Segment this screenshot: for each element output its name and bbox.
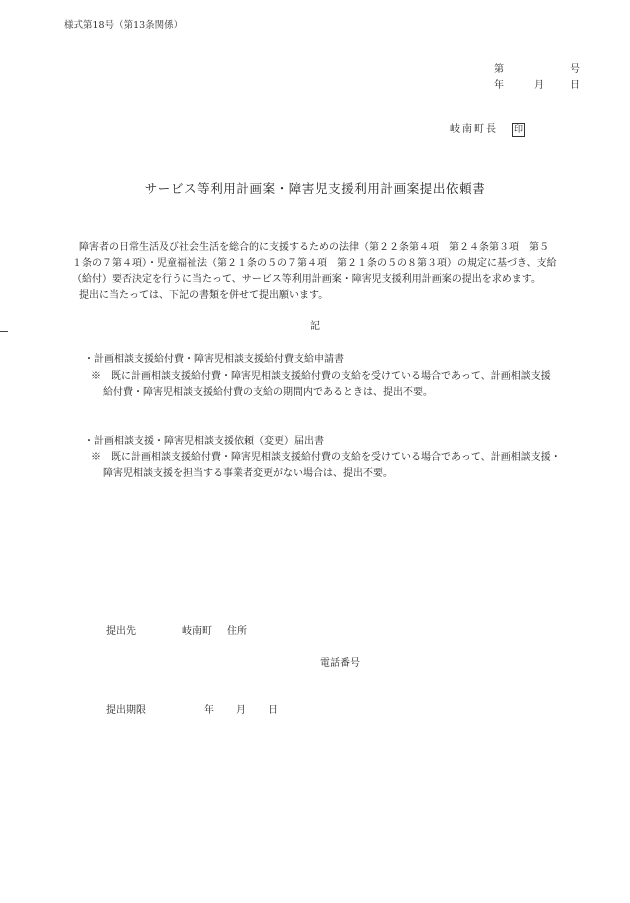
item-1-heading: ・計画相談支援給付費・障害児相談支援給付費支給申請書 [84, 354, 344, 365]
document-title: サービス等利用計画案・障害児支援利用計画案提出依頼書 [144, 181, 486, 196]
body-line-3: （給付）要否決定を行うに当たって、サービス等利用計画案・障害児支援利用計画案の提出を求めます。 [72, 274, 541, 285]
number-prefix: 第 [494, 64, 504, 75]
body-line-1: 障害者の日常生活及び社会生活を総合的に支援するための法律（第２２条第４項 第２４条第３項 第５ [79, 242, 549, 253]
body-line-4: 提出に当たっては、下記の書類を併せて提出願います。 [79, 290, 329, 301]
deadline-month: 月 [236, 705, 246, 716]
body-line-2: １条の７第４項）・児童福祉法（第２１条の５の７第４項 第２１条の５の８第３項）の規定に基づき、支給 [72, 258, 557, 269]
address-label: 住所 [227, 626, 247, 637]
number-suffix: 号 [570, 64, 580, 75]
date-month: 月 [534, 80, 544, 91]
item-2-heading: ・計画相談支援・障害児相談支援依頼（変更）届出書 [84, 436, 324, 447]
date-day: 日 [570, 80, 580, 91]
ki-heading: 記 [310, 321, 320, 332]
seal-mark: 印 [514, 125, 524, 135]
destination-name: 岐南町 [182, 626, 212, 637]
item-2-note-line-2: 障害児相談支援を担当する事業者変更がない場合は、提出不要。 [103, 468, 393, 479]
addressee [450, 123, 525, 137]
item-2-note-line-1: ※ 既に計画相談支援給付費・障害児相談支援給付費の支給を受けている場合であって、計画相談支援・ [91, 452, 561, 463]
destination-label: 提出先 [106, 626, 136, 637]
deadline-year: 年 [204, 705, 214, 716]
item-1-note-line-1: ※ 既に計画相談支援給付費・障害児相談支援給付費の支給を受けている場合であって、計画相談支援 [91, 371, 551, 382]
deadline-day: 日 [268, 705, 278, 716]
deadline-label: 提出期限 [106, 705, 146, 716]
form-number: 様式第18号（第13条関係） [64, 20, 184, 31]
phone-label: 電話番号 [320, 658, 360, 669]
item-1-note-line-2: 給付費・障害児相談支援給付費の支給の期間内であるときは、提出不要。 [103, 387, 433, 398]
addressee-name: 岐南町長 [450, 124, 498, 135]
date-year: 年 [494, 80, 504, 91]
